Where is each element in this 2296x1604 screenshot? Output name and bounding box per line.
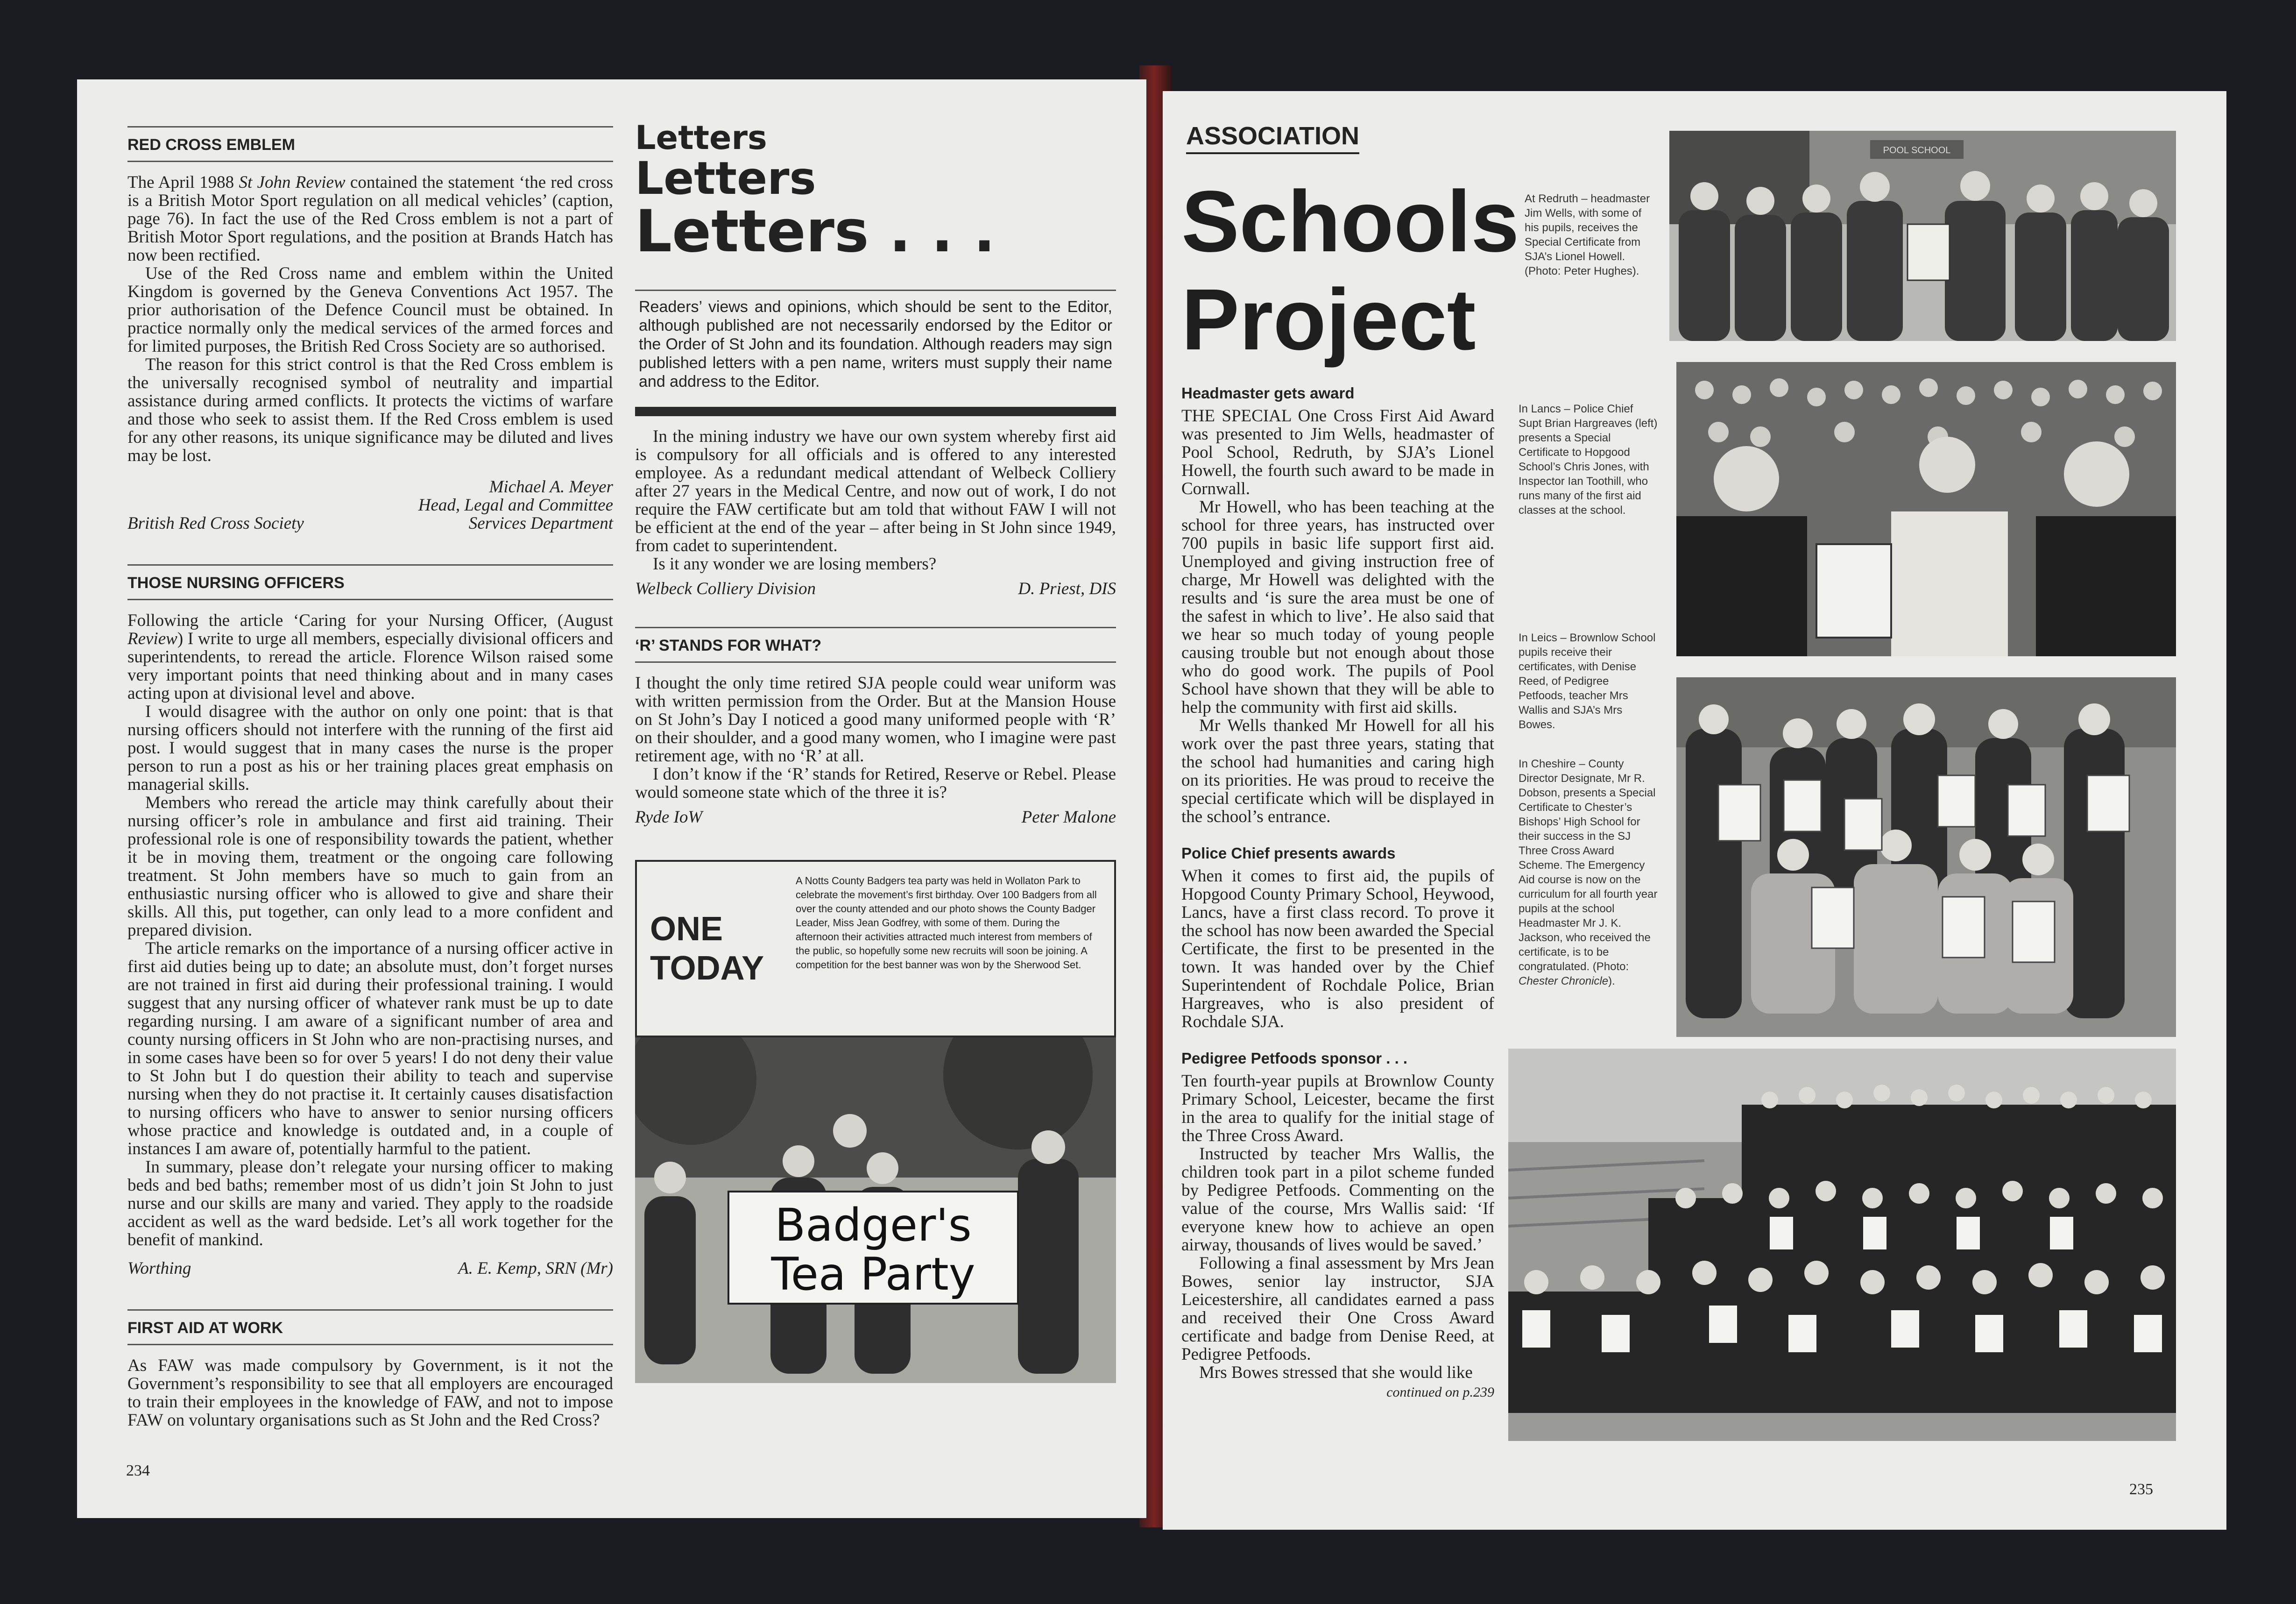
banner-text: Tea Party [771, 1248, 975, 1300]
one-today-label-line: TODAY [650, 950, 764, 987]
paragraph: Following a final assessment by Mrs Jean Bowes, senior lay instructor, SJA Leicestershire, all candidates earned a pass and received their One Cross Award certificate and badge from Denise Reed, at Pedigree Petfoods. [1181, 1254, 1494, 1364]
signature-row [635, 808, 1116, 826]
caption-leics: In Leics – Brownlow School pupils receive their certificates, with Denise Reed, of Pedigree Petfoods, teacher Mrs Wallis and SJA’s Mrs Bowes. [1519, 632, 1656, 731]
r-stands-signature [635, 808, 1116, 826]
caption-redruth: At Redruth – headmaster Jim Wells, with some of his pupils, receives the Special Certificate from SJA’s Lionel Howell. (Photo: Peter Hughes). [1525, 192, 1650, 277]
paragraph: As FAW was made compulsory by Government, is it not the Government’s responsibility to see that all employers are encouraged to train their employees in the knowledge of FAW, and not to impose FAW on voluntary organisations such as St John and the Red Cross? [127, 1356, 613, 1430]
r-stands-heading: ‘R’ STANDS FOR WHAT? [635, 627, 1116, 663]
paragraph: In the mining industry we have our own system whereby first aid is compulsory for all officials and is offered to any interested employee. As a redundant medical attendant of Welbeck Colliery after 27 years in the Medical Centre, and now out of work, I do not require the FAW certificate but am told that without FAW I will not be efficient at the end of the year – after being in St John since 1949, from cadet to superintendent. [635, 427, 1116, 555]
subheading: Headmaster gets award [1181, 384, 1355, 402]
article-section [1181, 867, 1494, 1031]
paragraph: The article remarks on the importance of a nursing officer active in first aid duties being up to date; an absolute must, don’t forget nurses are not trained in first aid during their professional training. I would suggest that any nursing officer of whatever rank must be up to date regarding nursing. I am aware of a significant number of area and county nursing officers in St John who are non-practising nurses, and in some cases have been so for over 5 years! I do not deny their value to St John but I do question their ability to teach and supervise nursing when they do not practise it. It certainly causes disatisfaction to nursing officers who have to answer to senior nursing officers whose practice and knowledge is outdated and, in a couple of instances I am aware of, potentially harmful to the patient. [127, 939, 613, 1158]
one-today-label-line: ONE [650, 910, 723, 948]
signature-row [127, 1259, 613, 1278]
signature-name: A. E. Kemp, SRN (Mr) [458, 1259, 613, 1278]
photo-sign: POOL SCHOOL [1883, 145, 1951, 156]
cheshire-photo [1508, 1049, 2176, 1441]
divider-bar [635, 407, 1116, 416]
signature-org: British Red Cross Society [127, 514, 304, 533]
letters-title-3: Letters . . . [635, 198, 996, 265]
caption-lancs: In Lancs – Police Chief Supt Brian Hargreaves (left) presents a Special Certificate to Hopgood School’s Chris Jones, with Inspector Ian Toothill, who runs many of the first aid classes at the school. [1519, 403, 1658, 517]
first-aid-heading: FIRST AID AT WORK [127, 1309, 613, 1345]
subheading: Pedigree Petfoods sponsor . . . [1181, 1050, 1408, 1067]
paragraph: I don’t know if the ‘R’ stands for Retired, Reserve or Rebel. Please would someone state which of the three it is? [635, 765, 1116, 802]
one-today-label [637, 862, 791, 1036]
page-number: 234 [126, 1462, 150, 1479]
paragraph: I would disagree with the author on only one point: that is that nursing officers should not interfere with the running of the first aid post. I would suggest that in many cases the nurse is the proper person to run a post as his or her training places great emphasis on managerial skills. [127, 702, 613, 794]
leics-photo [1676, 677, 2176, 1037]
mining-letter [635, 427, 1116, 573]
article-title-line: Schools [1181, 173, 1519, 270]
paragraph: When it comes to first aid, the pupils of Hopgood County Primary School, Heywood, Lancs, have a first class record. To prove it the school has now been awarded the Special Certificate, the first to be presented in the town. It was handed over by the Chief Superintendent of Rochdale Police, Brian Hargreaves, who is also president of Rochdale SJA. [1181, 866, 1494, 1031]
paragraph: Instructed by teacher Mrs Wallis, the children took part in a pilot scheme funded by Pedigree Petfoods. Commenting on the value of the course, Mrs Wallis said: ‘If everyone knew how to achieve an open airway, thousands of lives would be saved.’ [1181, 1144, 1494, 1255]
r-stands-letter [635, 674, 1116, 802]
redruth-photo [1669, 131, 2176, 341]
subheading: Police Chief presents awards [1181, 845, 1396, 862]
paragraph: The reason for this strict control is that the Red Cross emblem is the universally recognised symbol of neutrality and impartial assistance during armed conflicts. It protects the victims of warfare and those who seek to assist them. If the Red Cross emblem is used for any other reasons, its unique significance may be diluted and lives may be lost. [127, 355, 613, 465]
paragraph: Mr Howell, who has been teaching at the school for three years, has instructed over 700 pupils in basic life support first aid. Unemployed and giving instruction free of charge, Mr Howell was delighted with the results and ‘is sure the area must be one of the safest in which to live’. He also said that we hear so much today of young people causing trouble but not enough about those who do good work. The pupils of Pool School have shown that they will be able to help the community with first aid skills. [1181, 497, 1494, 717]
signature-place: Worthing [127, 1259, 191, 1278]
photo-image [1676, 677, 2176, 1037]
paragraph: Mr Wells thanked Mr Howell for all his work over the past three years, stating that the school had humanities and caring high on its priorities. He was proud to receive the special certificate which will be displayed in the school’s entrance. [1181, 716, 1494, 826]
text-italic: Review [127, 629, 177, 648]
text: ) I write to urge all members, especially divisional officers and superintendents, to reread the article. Florence Wilson raised some very important points that need thinking about and in many cases acting upon at divisional level and above. [127, 629, 613, 703]
nursing-letter [127, 611, 613, 1249]
article-column [1181, 381, 1494, 1400]
signature-row [635, 580, 1116, 598]
first-aid-letter [127, 1356, 613, 1429]
section-label: ASSOCIATION [1186, 121, 1359, 154]
signature-name: D. Priest, DIS [1018, 579, 1116, 598]
paragraph: Is it any wonder we are losing members? [653, 554, 937, 574]
text: ). [1608, 975, 1615, 987]
paragraph [127, 611, 613, 703]
article-title-line: Project [1181, 271, 1476, 368]
lancs-photo [1676, 362, 2176, 656]
mining-signature [635, 580, 1116, 598]
text-italic: St John Review [239, 173, 346, 192]
signature-place: Welbeck Colliery Division [635, 579, 816, 598]
article-section [1181, 407, 1494, 826]
one-today-text: A Notts County Badgers tea party was held in Wollaton Park to celebrate the movement’s first birthday. Over 100 Badgers from all over the county attended and our photo shows the County Badger Leader, Miss Jean Godfrey, with some of them. During the afternoon their activities attracted much interest from members of the public, so hopefully some new recruits will soon be joining. A competition for the best banner was won by the Sherwood Set. [796, 875, 1097, 971]
paragraph [127, 173, 613, 264]
right-column [635, 121, 1116, 1383]
red-cross-signature [127, 478, 613, 532]
signature-name: Michael A. Meyer [489, 477, 613, 497]
signature-title: Head, Legal and Committee [418, 496, 613, 515]
signature-row [127, 514, 613, 532]
left-page [77, 79, 1146, 1518]
paragraph: Ten fourth-year pupils at Brownlow County Primary School, Leicester, became the first in the area to qualify for the initial stage of the Three Cross Award. [1181, 1072, 1494, 1145]
paragraph: Members who reread the article may think carefully about their nursing officer’s role in ambulance and first aid training. Their professional role is one of responsibility towards the patient, whether it be in moving them, treatment or the ongoing care following treatment. St John members have so much to gain from an enthusiastic nursing officer who is allowed to give and share their skills. All this, put together, can only lead to a more confident and prepared division. [127, 793, 613, 940]
left-column [127, 126, 613, 1429]
signature-place: Ryde IoW [635, 808, 703, 827]
badgers-tea-party-photo [635, 1037, 1116, 1383]
photo-image [1508, 1049, 2176, 1441]
one-today-box [635, 860, 1116, 1037]
text: In Cheshire – County Director Designate, Mr R. Dobson, presents a Special Certificate to Chester’s Bishops’ High School for their success in the SJ Three Cross Award Scheme. The Emergency Aid course is now on the curriculum for all fourth year pupils at the school Headmaster Mr J. K. Jackson, who received the certificate, is to be congratulated. (Photo: [1519, 758, 1658, 973]
paragraph: I thought the only time retired SJA people could wear uniform was with written permission from the Order. But at the Mansion House on St John’s Day I noticed a good many uniformed people with ‘R’ on their shoulder, and a good many women, who I imagine were past retirement age, with no ‘R’ at all. [635, 674, 1116, 766]
text: Following the article ‘Caring for your Nursing Officer, (August [127, 611, 613, 630]
red-cross-letter [127, 173, 613, 465]
letters-intro: Readers’ views and opinions, which should be sent to the Editor, although published are not necessarily endorsed by the Editor or the Order of St John and its foundation. Although readers may sign published letters with a pen name, writers must supply their name and address to the Editor. [635, 290, 1116, 399]
paragraph: In summary, please don’t relegate your nursing officer to making beds and bed baths; remember most of us didn’t join St John to just nurse and our skills are many and varied. They apply to the roadside accident as well as the ward bedside. Let’s all work together for the benefit of mankind. [127, 1157, 613, 1249]
signature-title: Services Department [468, 514, 613, 533]
nursing-heading: THOSE NURSING OFFICERS [127, 564, 613, 600]
caption-cheshire [1519, 757, 1659, 988]
red-cross-heading: RED CROSS EMBLEM [127, 126, 613, 162]
signature-name: Peter Malone [1021, 808, 1116, 827]
right-page [1163, 91, 2226, 1530]
page-number: 235 [2129, 1481, 2153, 1498]
paragraph: Mrs Bowes stressed that she would like [1199, 1363, 1473, 1382]
text: The April 1988 [127, 173, 239, 192]
photo-image [635, 1037, 1116, 1383]
banner-text: Badger's [775, 1199, 972, 1251]
text-italic: Chester Chronicle [1519, 975, 1609, 987]
text: contained the statement ‘the red cross is a British Motor Sport regulation on all medical vehicles’ (caption, page 76). In fact the use of the Red Cross emblem is not a part of British Motor Sport regulations, and the position at Brands Hatch has now been rectified. [127, 173, 614, 265]
letters-title-1: Letters [635, 119, 767, 157]
paragraph: Use of the Red Cross name and emblem within the United Kingdom is governed by the Geneva Conventions Act 1957. The prior authorisation of the Defence Council must be obtained. In practice normally only the medical services of the armed forces and for limited purposes, the British Red Cross Society are so authorised. [127, 264, 613, 356]
article-section [1181, 1072, 1494, 1382]
paragraph: THE SPECIAL One Cross First Aid Award was presented to Jim Wells, headmaster of Pool School, Redruth, by SJA’s Lionel Howell, the fourth such award to be made in Cornwall. [1181, 406, 1494, 498]
continued-note: continued on p.239 [1386, 1384, 1494, 1400]
photo-image [1669, 131, 2176, 341]
nursing-signature [127, 1259, 613, 1278]
letters-title-2: Letters [635, 152, 816, 205]
article-title [1181, 173, 1519, 369]
photo-image [1676, 362, 2176, 656]
